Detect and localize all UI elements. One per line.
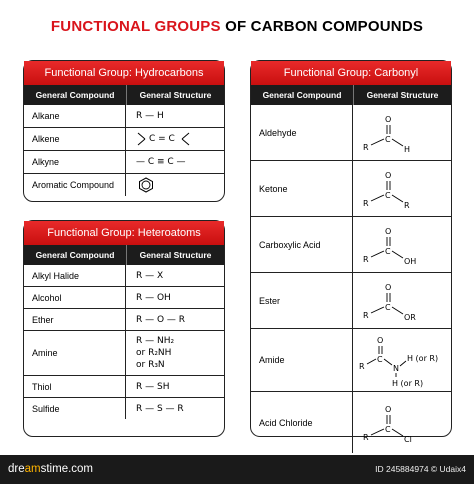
atom-label: C xyxy=(385,246,391,256)
aldehyde-structure xyxy=(363,108,443,158)
table-row xyxy=(24,127,224,150)
table-row xyxy=(251,216,451,272)
title-highlight: FUNCTIONAL GROUPS xyxy=(50,18,221,35)
hydrocarbons-rows xyxy=(24,105,224,196)
heteroatoms-caption: Functional Group: Heteroatoms xyxy=(24,221,224,245)
compound-name: Alkyne xyxy=(24,151,126,173)
atom-label: H (or R) xyxy=(407,354,439,363)
brand-part: dre xyxy=(8,463,25,475)
ketone-structure xyxy=(363,164,443,214)
structure-drawing xyxy=(353,392,451,453)
amine-tertiary: or R₃N xyxy=(136,360,165,370)
header-general-compound: General Compound xyxy=(251,85,354,105)
header-general-structure: General Structure xyxy=(139,250,212,260)
table-row xyxy=(251,160,451,216)
carbonyl-header xyxy=(251,85,451,105)
atom-label: OR xyxy=(404,312,416,322)
atom-label: R xyxy=(363,198,369,208)
atom-label: H xyxy=(404,144,411,154)
atom-label: O xyxy=(385,170,392,180)
amine-primary: R — NH₂ xyxy=(136,336,175,346)
compound-name: Ketone xyxy=(251,161,353,216)
atom-label: N xyxy=(393,364,399,373)
atom-label: O xyxy=(385,226,392,236)
table-row xyxy=(24,375,224,397)
atom-label: Cl xyxy=(404,434,412,444)
atom-label: R xyxy=(363,310,369,320)
heteroatoms-rows xyxy=(24,265,224,419)
atom-label: R xyxy=(404,200,410,210)
table-row xyxy=(251,105,451,160)
compound-name: Alkyl Halide xyxy=(24,265,126,286)
atom-label: R xyxy=(359,362,365,371)
structure-formula: — C ≡ C — xyxy=(136,157,186,167)
benzene-ring-icon xyxy=(136,176,156,194)
structure-formula xyxy=(126,331,224,375)
brand-part: am xyxy=(24,463,41,475)
carbonyl-caption: Functional Group: Carbonyl xyxy=(251,61,451,85)
structure-drawing xyxy=(353,329,451,391)
table-row xyxy=(24,265,224,286)
atom-label: O xyxy=(385,282,392,292)
compound-name: Sulfide xyxy=(24,398,126,419)
table-row xyxy=(24,286,224,308)
table-row xyxy=(24,150,224,173)
atom-label: C xyxy=(385,302,391,312)
brand-logo[interactable] xyxy=(8,463,93,475)
atom-label: H (or R) xyxy=(392,379,424,388)
alkene-formula: C = C xyxy=(149,134,175,144)
table-row xyxy=(24,105,224,127)
table-row xyxy=(251,272,451,328)
atom-label: R xyxy=(363,142,369,152)
acid-chloride-structure xyxy=(363,398,443,448)
structure-drawing xyxy=(353,161,451,216)
compound-name: Alcohol xyxy=(24,287,126,308)
compound-name: Thiol xyxy=(24,376,126,397)
ester-structure xyxy=(363,276,443,326)
hydrocarbons-header xyxy=(24,85,224,105)
image-id-credit: ID 245884974 © Udaix4 xyxy=(375,464,466,474)
page-title xyxy=(0,18,474,35)
compound-name: Aromatic Compound xyxy=(24,174,126,196)
structure-formula: R — S — R xyxy=(136,403,184,414)
atom-label: R xyxy=(363,432,369,442)
compound-name: Alkene xyxy=(24,128,126,150)
header-general-structure: General Structure xyxy=(366,90,439,100)
table-row xyxy=(24,308,224,330)
atom-label: O xyxy=(385,114,392,124)
structure-formula: R — SH xyxy=(136,381,170,392)
compound-name: Ester xyxy=(251,273,353,328)
structure-formula xyxy=(126,128,224,150)
atom-label: R xyxy=(363,254,369,264)
table-row xyxy=(24,330,224,375)
structure-drawing xyxy=(353,105,451,160)
compound-name: Acid Chloride xyxy=(251,392,353,453)
atom-label: O xyxy=(385,404,392,414)
carbonyl-rows xyxy=(251,105,451,453)
structure-formula: R — OH xyxy=(136,292,171,303)
atom-label: C xyxy=(385,424,391,434)
compound-name: Alkane xyxy=(24,105,126,127)
structure-drawing xyxy=(353,217,451,272)
atom-label: OH xyxy=(404,256,417,266)
amide-structure xyxy=(359,331,451,389)
amine-secondary: or R₂NH xyxy=(136,348,172,358)
carboxylic-acid-structure xyxy=(363,220,443,270)
brand-part: stime.com xyxy=(40,463,94,475)
hydrocarbons-caption: Functional Group: Hydrocarbons xyxy=(24,61,224,85)
atom-label: C xyxy=(385,190,391,200)
structure-formula: R — X xyxy=(136,270,164,281)
heteroatoms-header xyxy=(24,245,224,265)
table-row xyxy=(251,328,451,391)
compound-name: Ether xyxy=(24,309,126,330)
table-row xyxy=(24,397,224,419)
compound-name: Amide xyxy=(251,329,353,391)
structure-formula xyxy=(126,174,224,196)
structure-formula: R — H xyxy=(136,111,164,121)
atom-label: C xyxy=(385,134,391,144)
title-rest: OF CARBON COMPOUNDS xyxy=(220,18,424,35)
structure-drawing xyxy=(353,273,451,328)
header-general-compound: General Compound xyxy=(24,245,127,265)
header-general-compound: General Compound xyxy=(24,85,127,105)
atom-label: O xyxy=(377,336,384,345)
atom-label: C xyxy=(377,355,383,364)
compound-name: Carboxylic Acid xyxy=(251,217,353,272)
compound-name: Amine xyxy=(24,331,126,375)
hydrocarbons-card xyxy=(23,60,225,202)
table-row xyxy=(251,391,451,453)
structure-formula: R — O — R xyxy=(136,314,186,325)
header-general-structure: General Structure xyxy=(139,90,212,100)
compound-name: Aldehyde xyxy=(251,105,353,160)
carbonyl-card xyxy=(250,60,452,444)
heteroatoms-card xyxy=(23,220,225,437)
footer-bar xyxy=(0,455,474,484)
table-row xyxy=(24,173,224,196)
